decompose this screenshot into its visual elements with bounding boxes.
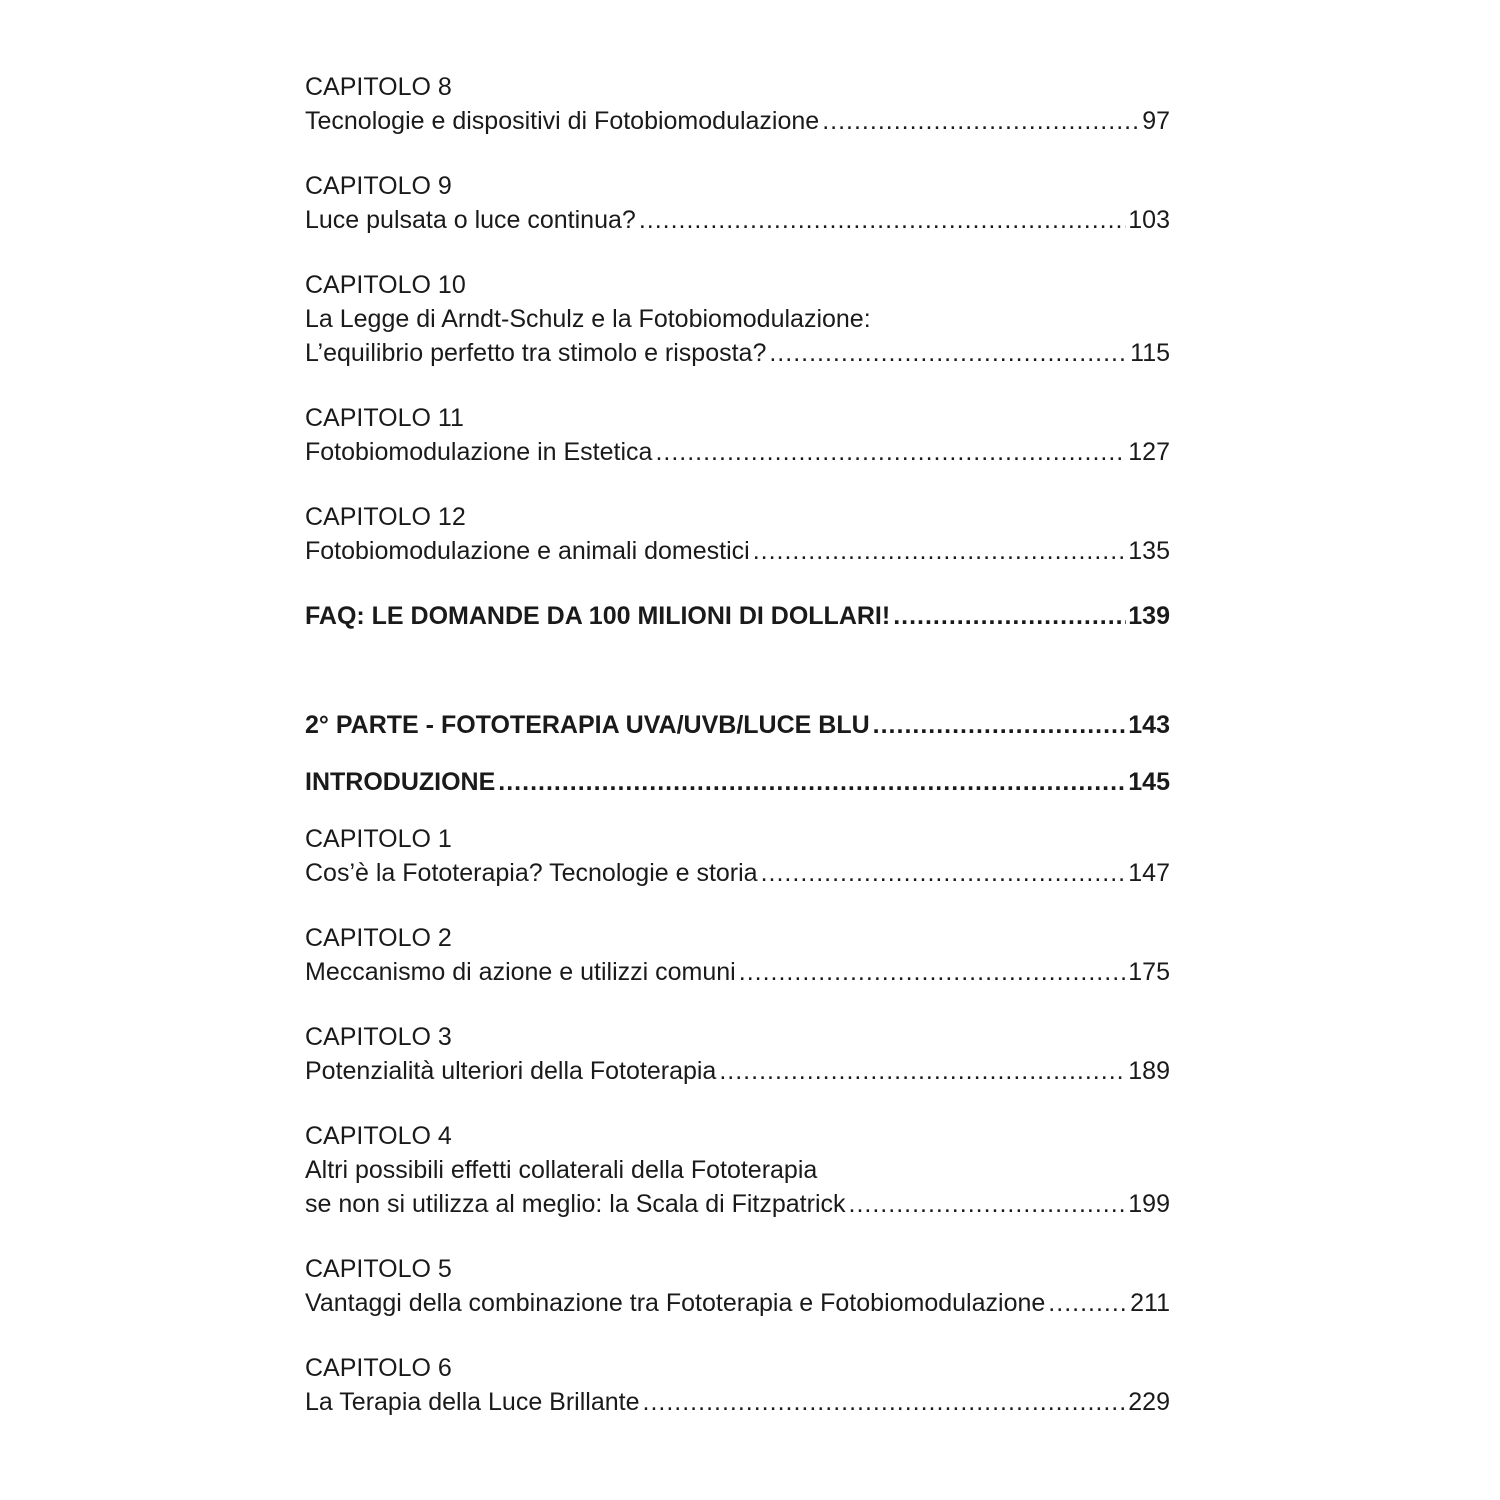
dot-leader — [643, 1385, 1127, 1419]
dot-leader — [739, 955, 1127, 989]
toc-entry-capitolo-4[interactable] — [305, 1119, 1170, 1221]
toc-line — [305, 203, 1170, 237]
dot-leader — [849, 1187, 1127, 1221]
chapter-label: CAPITOLO 10 — [305, 271, 466, 299]
chapter-label: CAPITOLO 6 — [305, 1354, 452, 1382]
toc-entry-capitolo-3[interactable] — [305, 1020, 1170, 1088]
chapter-title: Tecnologie e dispositivi di Fotobiomodulazione — [305, 107, 820, 135]
chapter-label: CAPITOLO 2 — [305, 924, 452, 952]
chapter-title: Cos’è la Fototerapia? Tecnologie e storia — [305, 859, 758, 887]
page-number: 143 — [1128, 711, 1170, 739]
toc-entry-faq[interactable] — [305, 599, 1170, 633]
chapter-title: Luce pulsata o luce continua? — [305, 206, 636, 234]
chapter-label: CAPITOLO 4 — [305, 1122, 452, 1150]
page-number: 97 — [1142, 107, 1170, 135]
chapter-label: CAPITOLO 5 — [305, 1255, 452, 1283]
toc-line — [305, 104, 1170, 138]
table-of-contents — [305, 70, 1170, 1450]
chapter-title: Meccanismo di azione e utilizzi comuni — [305, 958, 736, 986]
dot-leader — [639, 203, 1126, 237]
dot-leader — [873, 708, 1127, 742]
page-number: 189 — [1128, 1057, 1170, 1085]
section-title: FAQ: LE DOMANDE DA 100 MILIONI DI DOLLARI! — [305, 602, 891, 630]
toc-line — [305, 599, 1170, 633]
toc-entry-capitolo-10[interactable] — [305, 268, 1170, 370]
toc-line — [305, 534, 1170, 568]
page-number: 145 — [1128, 768, 1170, 796]
chapter-title: Vantaggi della combinazione tra Fototerapia e Fotobiomodulazione — [305, 1289, 1046, 1317]
toc-line — [305, 708, 1170, 742]
toc-line — [305, 336, 1170, 370]
section-spacer — [305, 656, 1170, 708]
toc-line — [305, 1187, 1170, 1221]
dot-leader — [822, 104, 1140, 138]
dot-leader — [498, 765, 1126, 799]
page-number: 139 — [1128, 602, 1170, 630]
toc-entry-capitolo-9[interactable] — [305, 169, 1170, 237]
page-number: 229 — [1128, 1388, 1170, 1416]
chapter-title-line-1: La Legge di Arndt-Schulz e la Fotobiomodulazione: — [305, 305, 871, 333]
dot-leader — [1048, 1286, 1128, 1320]
toc-entry-capitolo-2[interactable] — [305, 921, 1170, 989]
chapter-title-line-2: L’equilibrio perfetto tra stimolo e risposta? — [305, 339, 767, 367]
chapter-label: CAPITOLO 11 — [305, 404, 464, 432]
chapter-title: Fotobiomodulazione e animali domestici — [305, 537, 750, 565]
page-number: 147 — [1128, 859, 1170, 887]
page-number: 115 — [1130, 339, 1170, 367]
dot-leader — [769, 336, 1128, 370]
dot-leader — [753, 534, 1127, 568]
dot-leader — [761, 856, 1127, 890]
toc-entry-capitolo-12[interactable] — [305, 500, 1170, 568]
toc-entry-capitolo-8[interactable] — [305, 70, 1170, 138]
chapter-label: CAPITOLO 9 — [305, 172, 452, 200]
toc-line — [305, 1054, 1170, 1088]
page-number: 175 — [1128, 958, 1170, 986]
toc-entry-capitolo-1[interactable] — [305, 822, 1170, 890]
page-number: 127 — [1128, 438, 1170, 466]
chapter-label: CAPITOLO 12 — [305, 503, 466, 531]
chapter-title-line-1: Altri possibili effetti collaterali della Fototerapia — [305, 1156, 818, 1184]
chapter-label: CAPITOLO 3 — [305, 1023, 452, 1051]
dot-leader — [719, 1054, 1126, 1088]
dot-leader — [893, 599, 1126, 633]
part-title: 2° PARTE - FOTOTERAPIA UVA/UVB/LUCE BLU — [305, 711, 870, 739]
chapter-title: Fotobiomodulazione in Estetica — [305, 438, 653, 466]
section-title: INTRODUZIONE — [305, 768, 496, 796]
toc-line — [305, 955, 1170, 989]
toc-entry-capitolo-6[interactable] — [305, 1351, 1170, 1419]
toc-entry-part-2[interactable] — [305, 708, 1170, 742]
dot-leader — [655, 435, 1126, 469]
toc-line — [305, 1286, 1170, 1320]
toc-line — [305, 856, 1170, 890]
chapter-title: La Terapia della Luce Brillante — [305, 1388, 640, 1416]
page-number: 135 — [1128, 537, 1170, 565]
toc-entry-introduzione[interactable] — [305, 765, 1170, 799]
toc-line — [305, 435, 1170, 469]
toc-entry-capitolo-5[interactable] — [305, 1252, 1170, 1320]
page-number: 199 — [1128, 1190, 1170, 1218]
chapter-label: CAPITOLO 8 — [305, 73, 452, 101]
chapter-title-line-2: se non si utilizza al meglio: la Scala di Fitzpatrick — [305, 1190, 846, 1218]
toc-line — [305, 1385, 1170, 1419]
page-number: 103 — [1128, 206, 1170, 234]
page-number: 211 — [1130, 1289, 1170, 1317]
chapter-title: Potenzialità ulteriori della Fototerapia — [305, 1057, 717, 1085]
toc-entry-capitolo-11[interactable] — [305, 401, 1170, 469]
chapter-label: CAPITOLO 1 — [305, 825, 452, 853]
toc-line — [305, 765, 1170, 799]
